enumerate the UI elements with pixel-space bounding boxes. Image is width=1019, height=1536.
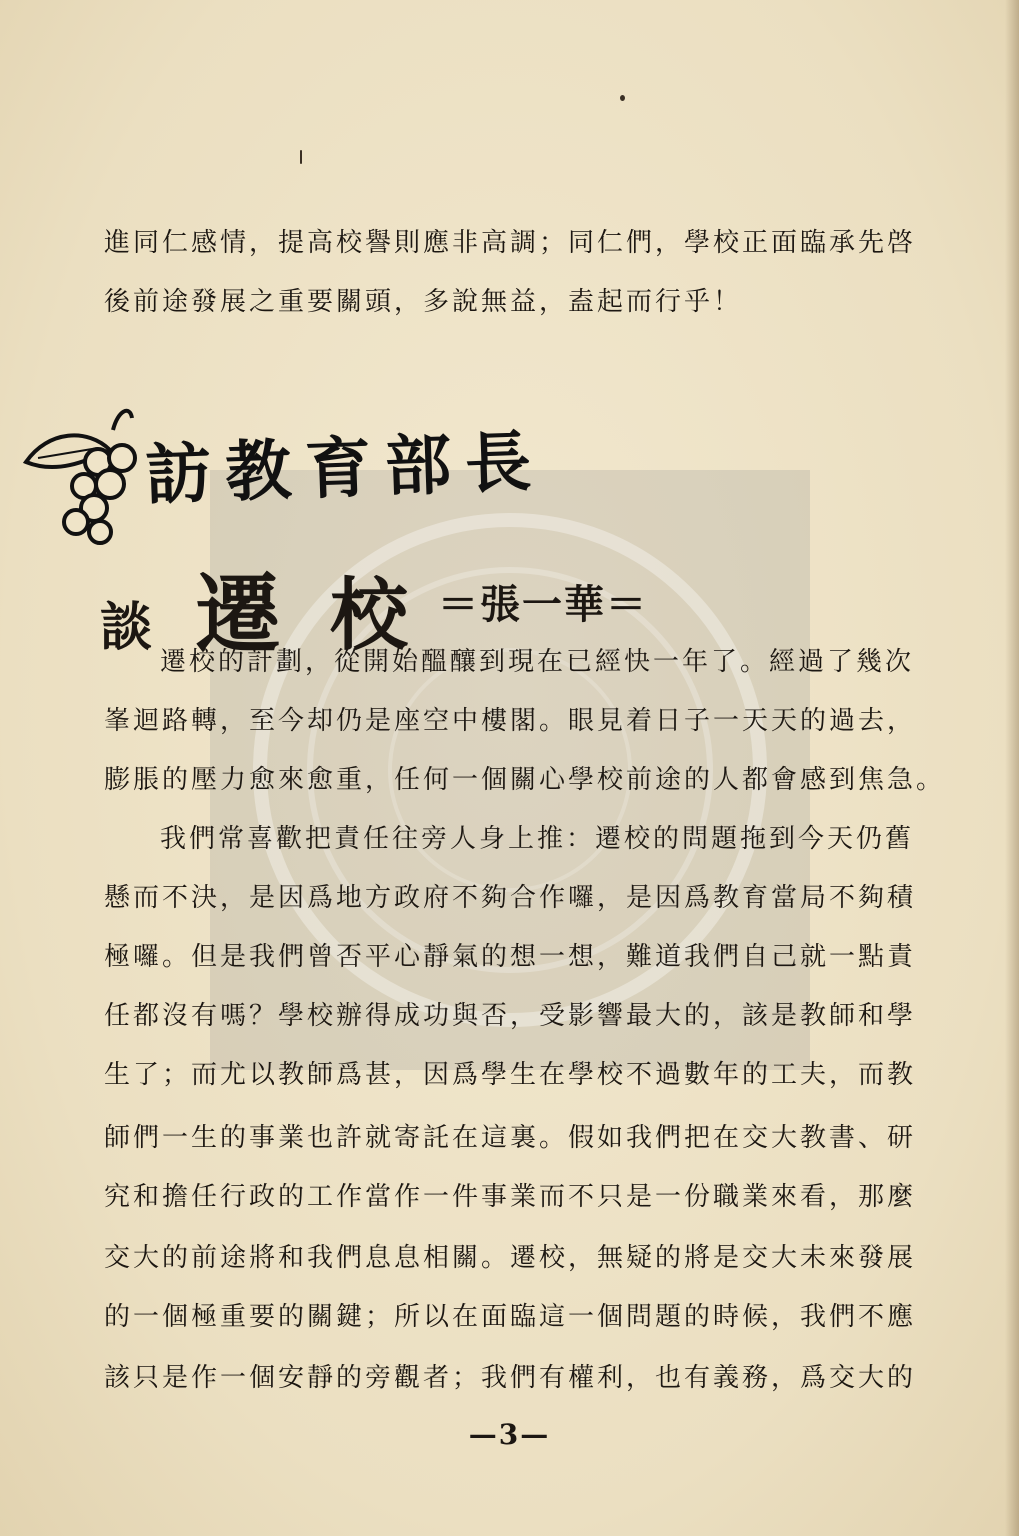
body-line-5: 懸而不決，是因爲地方政府不夠合作囉，是因爲教育當局不夠積	[104, 883, 917, 913]
body-line-3: 膨脹的壓力愈來愈重，任何一個關心學校前途的人都會感到焦急。	[104, 765, 946, 795]
body-line-11: 交大的前途將和我們息息相關。遷校，無疑的將是交大未來發展	[104, 1243, 917, 1273]
intro-line-2: 後前途發展之重要關頭，多說無益，盍起而行乎！	[104, 287, 743, 317]
ink-speck	[620, 95, 625, 101]
ink-speck	[300, 150, 302, 164]
body-line-10: 究和擔任行政的工作當作一件事業而不只是一份職業來看，那麼	[104, 1182, 917, 1212]
body-line-12: 的一個極重要的關鍵；所以在面臨這一個問題的時候，我們不應	[104, 1302, 917, 1332]
page-number: —3—	[468, 1418, 551, 1451]
body-line-6: 極囉。但是我們曾否平心靜氣的想一想，難道我們自己就一點責	[104, 942, 917, 972]
body-line-2: 峯迴路轉，至今却仍是座空中樓閣。眼見着日子一天天的過去，	[104, 706, 917, 736]
body-line-7: 任都沒有嗎？學校辦得成功與否，受影響最大的，該是教師和學	[104, 1001, 917, 1031]
body-line-4: 我們常喜歡把責任往旁人身上推：遷校的問題拖到今天仍舊	[160, 824, 915, 854]
subtitle-large-char-1: 遷	[195, 565, 281, 665]
body-line-9: 師們一生的事業也許就寄託在這裏。假如我們把在交大教書、研	[104, 1123, 917, 1153]
intro-line-1: 進同仁感情，提高校譽則應非高調；同仁們，學校正面臨承先啓	[104, 228, 917, 258]
body-line-8: 生了；而尤以教師爲甚，因爲學生在學校不過數年的工夫，而教	[104, 1060, 917, 1090]
subtitle-small-char: 談	[100, 598, 153, 658]
body-line-1: 遷校的計劃，從開始醞釀到現在已經快一年了。經過了幾次	[160, 647, 915, 677]
body-line-13: 該只是作一個安靜的旁觀者；我們有權利，也有義務，爲交大的	[104, 1363, 917, 1393]
grape-ornament-icon	[18, 400, 158, 560]
article-headline: 訪教育部長	[143, 423, 547, 514]
author-name: ＝張一華＝	[438, 582, 648, 628]
subtitle-large-char-2: 校	[330, 571, 409, 661]
page-edge-shadow	[1005, 0, 1019, 1536]
